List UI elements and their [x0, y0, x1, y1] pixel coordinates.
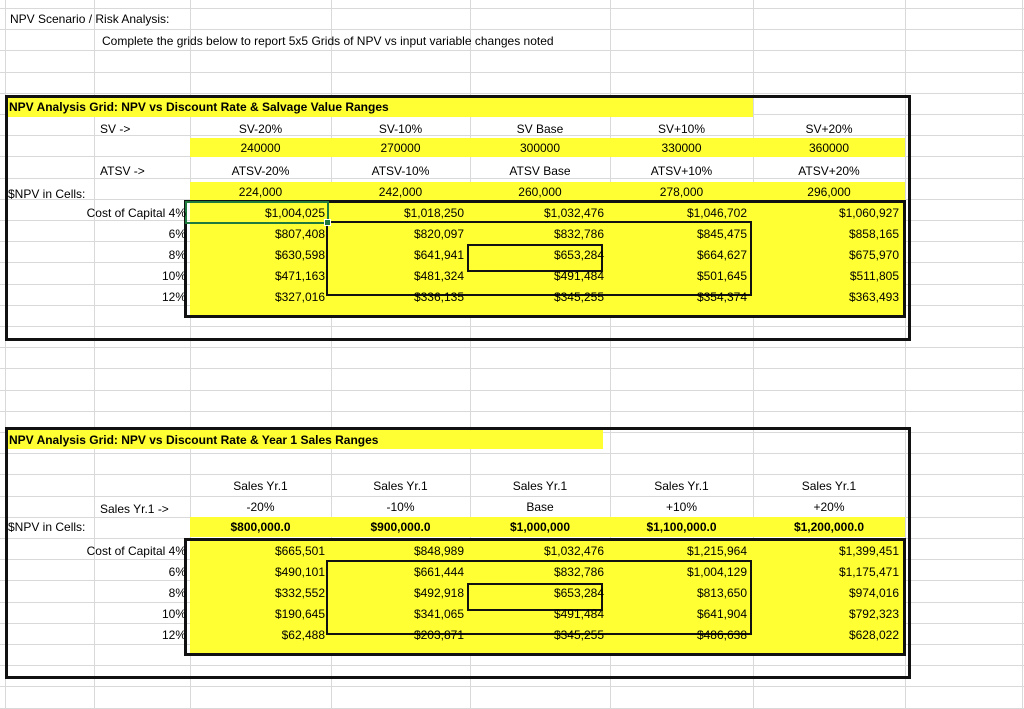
grid2-sales-header[interactable]: Sales Yr.1: [654, 479, 709, 493]
grid2-rate-label[interactable]: 10%: [161, 607, 186, 621]
grid2-sales-header[interactable]: Sales Yr.1: [233, 479, 288, 493]
grid2-npv-cell[interactable]: $974,016: [848, 586, 899, 600]
grid1-sv-header[interactable]: SV+10%: [657, 122, 706, 136]
grid1-atsv-header[interactable]: ATSV+20%: [798, 164, 860, 178]
grid1-npv-cell[interactable]: $481,324: [413, 269, 464, 283]
grid2-npv-cell[interactable]: $332,552: [274, 586, 325, 600]
grid1-atsv-header[interactable]: ATSV+10%: [650, 164, 713, 178]
grid2-npv-cell[interactable]: $190,645: [274, 607, 325, 621]
grid2-npv-cell[interactable]: $848,989: [413, 544, 464, 558]
grid1-atsv-value[interactable]: 278,000: [659, 185, 704, 199]
grid2-sales-value[interactable]: $900,000.0: [370, 520, 431, 534]
grid1-npv-cell[interactable]: $363,493: [848, 290, 899, 304]
grid1-sv-header[interactable]: SV+20%: [805, 122, 853, 136]
grid2-npv-cell[interactable]: $492,918: [413, 586, 464, 600]
grid2-npv-cell[interactable]: $486,638: [696, 628, 747, 642]
grid1-npv-cell[interactable]: $501,645: [696, 269, 747, 283]
grid1-npv-cell[interactable]: $664,627: [696, 248, 747, 262]
grid1-npv-cell[interactable]: $491,484: [553, 269, 604, 283]
grid1-npv-cell[interactable]: $327,016: [274, 290, 325, 304]
grid1-title[interactable]: NPV Analysis Grid: NPV vs Discount Rate & Salvage Value Ranges: [9, 100, 389, 114]
grid1-sv-label[interactable]: SV ->: [100, 122, 131, 136]
grid1-npv-cell[interactable]: $1,060,927: [838, 206, 899, 220]
grid2-npv-cell[interactable]: $792,323: [848, 607, 899, 621]
grid1-npv-cell[interactable]: $345,255: [553, 290, 604, 304]
grid2-rate-label[interactable]: 6%: [168, 565, 186, 579]
grid1-npv-cell[interactable]: $807,408: [274, 227, 325, 241]
grid2-sales-header[interactable]: Sales Yr.1: [512, 479, 568, 493]
grid2-npv-cell[interactable]: $641,904: [696, 607, 747, 621]
grid1-rate-label[interactable]: 10%: [161, 269, 186, 283]
grid2-sales-header[interactable]: Sales Yr.1: [801, 479, 857, 493]
grid1-rate-label[interactable]: 6%: [168, 227, 186, 241]
grid2-npv-cell[interactable]: $1,032,476: [543, 544, 604, 558]
grid1-npv-cell[interactable]: $845,475: [696, 227, 747, 241]
grid1-atsv-value[interactable]: 260,000: [518, 185, 562, 199]
grid1-sv-header[interactable]: SV-10%: [378, 122, 423, 136]
grid1-sv-value[interactable]: 300000: [519, 141, 561, 155]
grid1-npv-cell[interactable]: $1,046,702: [686, 206, 747, 220]
grid2-rate-label[interactable]: Cost of Capital 4%: [86, 544, 186, 558]
grid1-rate-label[interactable]: 12%: [161, 290, 186, 304]
grid1-atsv-header[interactable]: ATSV-20%: [231, 164, 290, 178]
grid1-atsv-header[interactable]: ATSV-10%: [371, 164, 430, 178]
grid1-atsv-header[interactable]: ATSV Base: [509, 164, 571, 178]
grid1-atsv-label[interactable]: ATSV ->: [100, 164, 145, 178]
sheet-title[interactable]: NPV Scenario / Risk Analysis:: [10, 12, 170, 26]
grid1-sv-value[interactable]: 240000: [240, 141, 281, 155]
fill-handle[interactable]: [324, 219, 331, 226]
grid1-npv-cell[interactable]: $1,032,476: [543, 206, 604, 220]
grid1-sv-value[interactable]: 360000: [808, 141, 850, 155]
grid1-npv-cell[interactable]: $653,284: [553, 248, 604, 262]
grid2-npv-cell[interactable]: $832,786: [553, 565, 604, 579]
instructions-text[interactable]: Complete the grids below to report 5x5 Grids of NPV vs input variable changes noted: [102, 34, 554, 48]
grid2-sales-value[interactable]: $1,000,000: [509, 520, 571, 534]
grid2-rate-label[interactable]: 8%: [168, 586, 186, 600]
grid2-npv-cell[interactable]: $661,444: [413, 565, 464, 579]
grid2-sales-value[interactable]: $1,100,000.0: [646, 520, 717, 534]
grid1-sv-header[interactable]: SV Base: [516, 122, 564, 136]
grid1-npv-cell[interactable]: $1,004,025: [264, 206, 325, 220]
grid2-npv-cell[interactable]: $62,488: [281, 628, 325, 642]
grid2-npv-cell[interactable]: $653,284: [553, 586, 604, 600]
grid2-sales-label[interactable]: Sales Yr.1 ->: [100, 502, 169, 516]
grid1-npv-cell[interactable]: $511,805: [849, 269, 899, 283]
grid2-npv-cell[interactable]: $665,501: [274, 544, 325, 558]
grid2-sales-change[interactable]: +20%: [813, 500, 845, 514]
grid2-npv-label[interactable]: $NPV in Cells:: [8, 520, 86, 534]
grid1-rate-label[interactable]: Cost of Capital 4%: [86, 206, 186, 220]
grid2-npv-cell[interactable]: $345,255: [553, 628, 604, 642]
grid2-npv-cell[interactable]: $491,484: [553, 607, 604, 621]
grid2-npv-cell[interactable]: $490,101: [274, 565, 325, 579]
grid1-sv-value[interactable]: 270000: [380, 141, 421, 155]
grid1-npv-cell[interactable]: $641,941: [413, 248, 464, 262]
grid1-npv-cell[interactable]: $858,165: [848, 227, 899, 241]
grid1-npv-label[interactable]: $NPV in Cells:: [8, 187, 86, 201]
grid2-npv-cell[interactable]: $341,065: [413, 607, 464, 621]
grid2-npv-cell[interactable]: $1,215,964: [686, 544, 747, 558]
grid2-npv-cell[interactable]: $628,022: [848, 628, 899, 642]
grid2-sales-value[interactable]: $1,200,000.0: [793, 520, 865, 534]
grid1-npv-cell[interactable]: $336,135: [413, 290, 464, 304]
grid2-npv-cell[interactable]: $1,004,129: [686, 565, 747, 579]
grid1-npv-cell[interactable]: $675,970: [848, 248, 899, 262]
grid2-npv-cell[interactable]: $813,650: [696, 586, 747, 600]
grid1-npv-cell[interactable]: $354,374: [696, 290, 747, 304]
grid1-npv-cell[interactable]: $820,097: [413, 227, 464, 241]
grid1-npv-cell[interactable]: $1,018,250: [403, 206, 464, 220]
grid2-sales-change[interactable]: Base: [526, 500, 554, 514]
grid1-npv-cell[interactable]: $832,786: [553, 227, 604, 241]
grid1-npv-cell[interactable]: $471,163: [274, 269, 325, 283]
grid2-sales-change[interactable]: -10%: [386, 500, 415, 514]
grid2-sales-value[interactable]: $800,000.0: [230, 520, 291, 534]
grid2-sales-header[interactable]: Sales Yr.1: [373, 479, 428, 493]
grid1-rate-label[interactable]: 8%: [168, 248, 186, 262]
grid2-npv-cell[interactable]: $1,399,451: [838, 544, 899, 558]
grid2-npv-cell[interactable]: $1,175,471: [838, 565, 899, 579]
grid1-atsv-value[interactable]: 242,000: [378, 185, 423, 199]
grid1-sv-value[interactable]: 330000: [661, 141, 702, 155]
grid1-atsv-value[interactable]: 296,000: [807, 185, 851, 199]
grid2-sales-change[interactable]: -20%: [246, 500, 275, 514]
grid1-sv-header[interactable]: SV-20%: [238, 122, 283, 136]
grid2-sales-change[interactable]: +10%: [665, 500, 698, 514]
grid2-npv-cell[interactable]: $203,871: [413, 628, 464, 642]
grid1-npv-cell[interactable]: $630,598: [274, 248, 325, 262]
grid2-rate-label[interactable]: 12%: [161, 628, 186, 642]
grid2-title[interactable]: NPV Analysis Grid: NPV vs Discount Rate & Year 1 Sales Ranges: [9, 433, 379, 447]
grid1-atsv-value[interactable]: 224,000: [238, 185, 283, 199]
